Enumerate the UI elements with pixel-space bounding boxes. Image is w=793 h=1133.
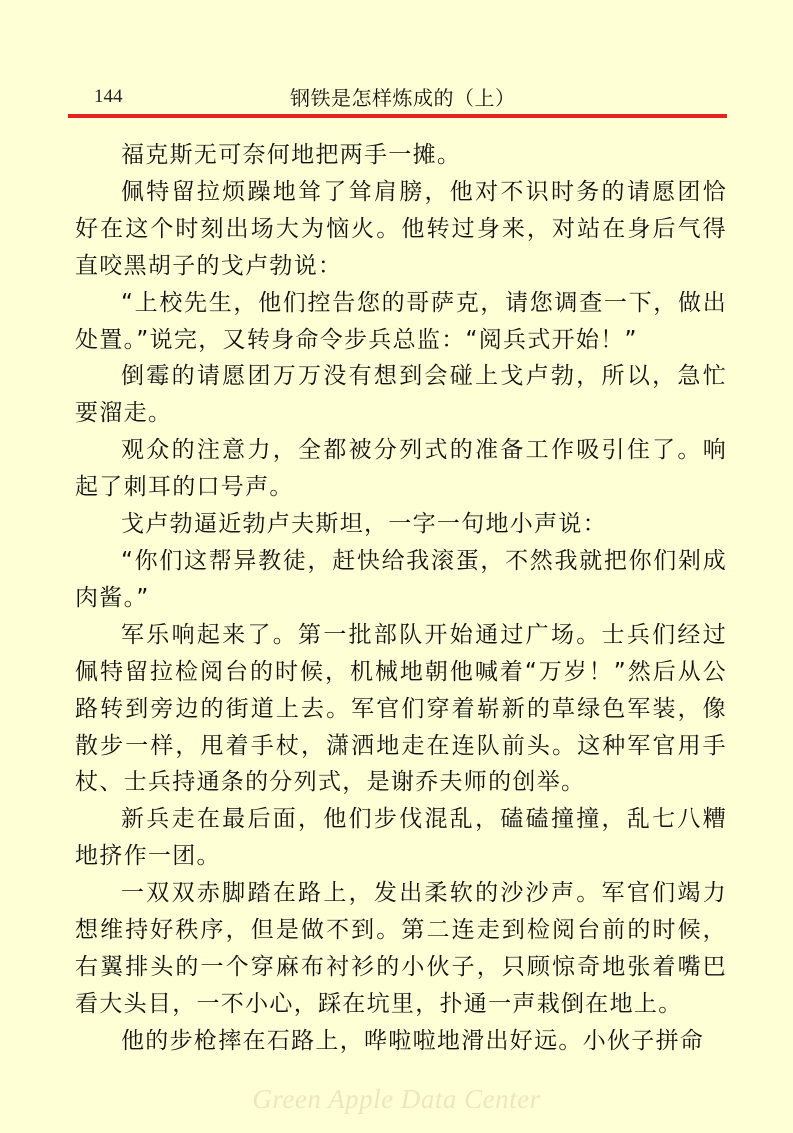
- paragraph: 军乐响起来了。第一批部队开始通过广场。士兵们经过佩特留拉检阅台的时候，机械地朝他喊着“万岁！”然后从公路转到旁边的街道上去。军官们穿着崭新的草绿色军装，像散步一样，甩着手杖，潇洒地走在连队前头。这种军官用手杖、士兵持通条的分列式，是谢乔夫师的创举。: [75, 621, 727, 796]
- paragraph: 观众的注意力，全都被分列式的准备工作吸引住了。响起了刺耳的口号声。: [75, 437, 727, 501]
- paragraph: 戈卢勃逼近勃卢夫斯坦，一字一句地小声说：: [121, 511, 607, 538]
- page-number: 144: [94, 86, 123, 107]
- watermark: Green Apple Data Center: [252, 1084, 541, 1114]
- paragraph: 一双双赤脚踏在路上，发出柔软的沙沙声。军官们竭力想维持好秩序，但是做不到。第二连走到检阅台前的时候，右翼排头的一个穿麻布衬衫的小伙子，只顾惊奇地张着嘴巴看大头目，一不小心，踩在坑里，扑通一声栽倒在地上。: [75, 880, 727, 1017]
- paragraph: “你们这帮异教徒，赶快给我滚蛋，不然我就把你们剁成肉酱。”: [75, 547, 727, 611]
- paragraph: 他的步枪摔在石路上，哗啦啦地滑出好远。小伙子拼命: [121, 1027, 705, 1054]
- header-rule: [68, 114, 727, 118]
- body-text: [75, 137, 727, 1060]
- paragraph: 佩特留拉烦躁地耸了耸肩膀，他对不识时务的请愿团恰好在这个时刻出场大为恼火。他转过身来，对站在身后气得直咬黑胡子的戈卢勃说：: [75, 178, 727, 279]
- paragraph: “上校先生，他们控告您的哥萨克，请您调查一下，做出处置。”说完，又转身命令步兵总监：“阅兵式开始！”: [75, 289, 727, 353]
- paragraph: 福克斯无可奈何地把两手一摊。: [121, 142, 462, 168]
- running-title: 钢铁是怎样炼成的（上）: [290, 86, 516, 110]
- page-header: [68, 74, 726, 114]
- paragraph: 倒霉的请愿团万万没有想到会碰上戈卢勃，所以，急忙要溜走。: [75, 363, 727, 427]
- paragraph: 新兵走在最后面，他们步伐混乱，磕磕撞撞，乱七八糟地挤作一团。: [75, 806, 727, 870]
